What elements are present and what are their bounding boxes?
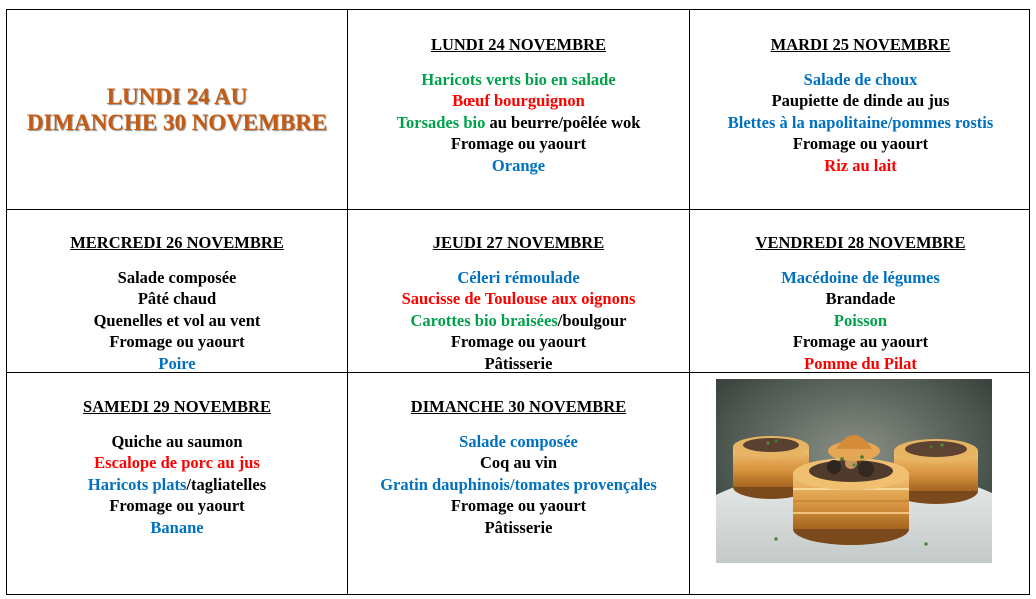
menu-item-text: Fromage ou yaourt (450, 332, 587, 351)
menu-item-text: Fromage ou yaourt (450, 134, 587, 153)
menu-item-text: Fromage ou yaourt (450, 496, 587, 515)
menu-item (7, 288, 347, 310)
menu-item (348, 288, 689, 310)
menu-item-text: Brandade (825, 289, 896, 308)
menu-item-text: Quiche au saumon (111, 431, 243, 451)
menu-item-text: Carottes bio braisées (410, 310, 558, 330)
menu-item (348, 331, 689, 353)
menu-item-text: Salade de choux (803, 69, 918, 89)
menu-item (348, 267, 689, 289)
day-title: VENDREDI 28 NOVEMBRE (755, 233, 966, 252)
menu-item (348, 452, 689, 474)
menu-item (7, 310, 347, 332)
day-title: MERCREDI 26 NOVEMBRE (70, 233, 284, 252)
menu-item (690, 353, 1031, 375)
day-title: JEUDI 27 NOVEMBRE (432, 233, 605, 252)
menu-item (348, 474, 689, 496)
menu-item-text: Fromage au yaourt (792, 332, 929, 351)
menu-item (348, 155, 689, 177)
menu-item (690, 133, 1031, 155)
menu-item-text: au beurre/poêlée wok (485, 112, 641, 132)
menu-item-text: Pâtisserie (484, 353, 553, 373)
menu-item (348, 133, 689, 155)
menu-item (348, 310, 689, 332)
menu-item (348, 353, 689, 375)
menu-item-text: Quenelles et vol au vent (93, 310, 261, 330)
menu-item (7, 474, 347, 496)
menu-item-text: Pâtisserie (484, 517, 553, 537)
menu-item-text: Salade composée (117, 267, 237, 287)
menu-item (690, 310, 1031, 332)
menu-item (348, 112, 689, 134)
menu-item-text: Coq au vin (479, 453, 558, 472)
menu-item-text: Céleri rémoulade (457, 267, 580, 287)
menu-item (690, 155, 1031, 177)
menu-item (690, 90, 1031, 112)
day-cell-lundi (348, 34, 689, 176)
day-cell-mercredi (7, 232, 347, 374)
menu-item-text: Blettes à la napolitaine/pommes rostis (727, 112, 994, 132)
menu-item-text: Poire (158, 353, 196, 373)
week-title-line-1: LUNDI 24 AU (106, 83, 248, 109)
day-cell-vendredi (690, 232, 1031, 374)
menu-item-text: Saucisse de Toulouse aux oignons (401, 289, 636, 308)
day-cell-dimanche (348, 396, 689, 538)
menu-item (348, 495, 689, 517)
menu-item-text: /tagliatelles (186, 474, 267, 494)
day-title: SAMEDI 29 NOVEMBRE (83, 397, 271, 416)
menu-item (348, 517, 689, 539)
menu-item-text: Torsades bio (396, 112, 486, 132)
menu-item (7, 517, 347, 539)
menu-item-text: Pomme du Pilat (804, 353, 917, 373)
menu-item (7, 331, 347, 353)
menu-item-text: Haricots plats (87, 474, 187, 494)
week-title (7, 10, 347, 209)
menu-item (348, 90, 689, 112)
menu-item (690, 288, 1031, 310)
menu-item-text: Fromage ou yaourt (792, 134, 929, 153)
menu-item-text: Pâté chaud (137, 289, 217, 308)
menu-item-text: Salade composée (459, 431, 578, 451)
day-title: LUNDI 24 NOVEMBRE (430, 35, 607, 54)
menu-item (7, 452, 347, 474)
menu-item (690, 69, 1031, 91)
menu-item-text: Bœuf bourguignon (452, 91, 585, 110)
menu-item (348, 431, 689, 453)
menu-item-text: Riz au lait (824, 155, 897, 175)
menu-item-text: Banane (150, 517, 204, 537)
menu-item (7, 431, 347, 453)
menu-item-text: /boulgour (557, 310, 627, 330)
grid-divider (7, 209, 1029, 210)
menu-item-text: Gratin dauphinois/tomates provençales (380, 474, 657, 494)
vol-au-vent-photo (716, 379, 992, 563)
menu-item (690, 267, 1031, 289)
menu-item-text: Paupiette de dinde au jus (771, 91, 950, 110)
day-cell-jeudi (348, 232, 689, 374)
menu-item-text: Escalope de porc au jus (94, 453, 260, 472)
day-cell-mardi (690, 34, 1031, 176)
menu-item (7, 353, 347, 375)
menu-item-text: Orange (491, 155, 546, 175)
day-cell-samedi (7, 396, 347, 538)
menu-item-text: Fromage ou yaourt (109, 496, 245, 515)
menu-item (7, 267, 347, 289)
day-title: MARDI 25 NOVEMBRE (770, 35, 951, 54)
menu-item (7, 495, 347, 517)
menu-item (690, 112, 1031, 134)
menu-item-text: Poisson (833, 310, 888, 330)
menu-item-text: Macédoine de légumes (781, 267, 940, 287)
day-title: DIMANCHE 30 NOVEMBRE (410, 397, 627, 416)
menu-item-text: Haricots verts bio en salade (421, 69, 616, 89)
menu-item (348, 69, 689, 91)
menu-item-text: Fromage ou yaourt (109, 332, 245, 351)
menu-item (690, 331, 1031, 353)
week-title-line-2: DIMANCHE 30 NOVEMBRE (26, 109, 328, 135)
